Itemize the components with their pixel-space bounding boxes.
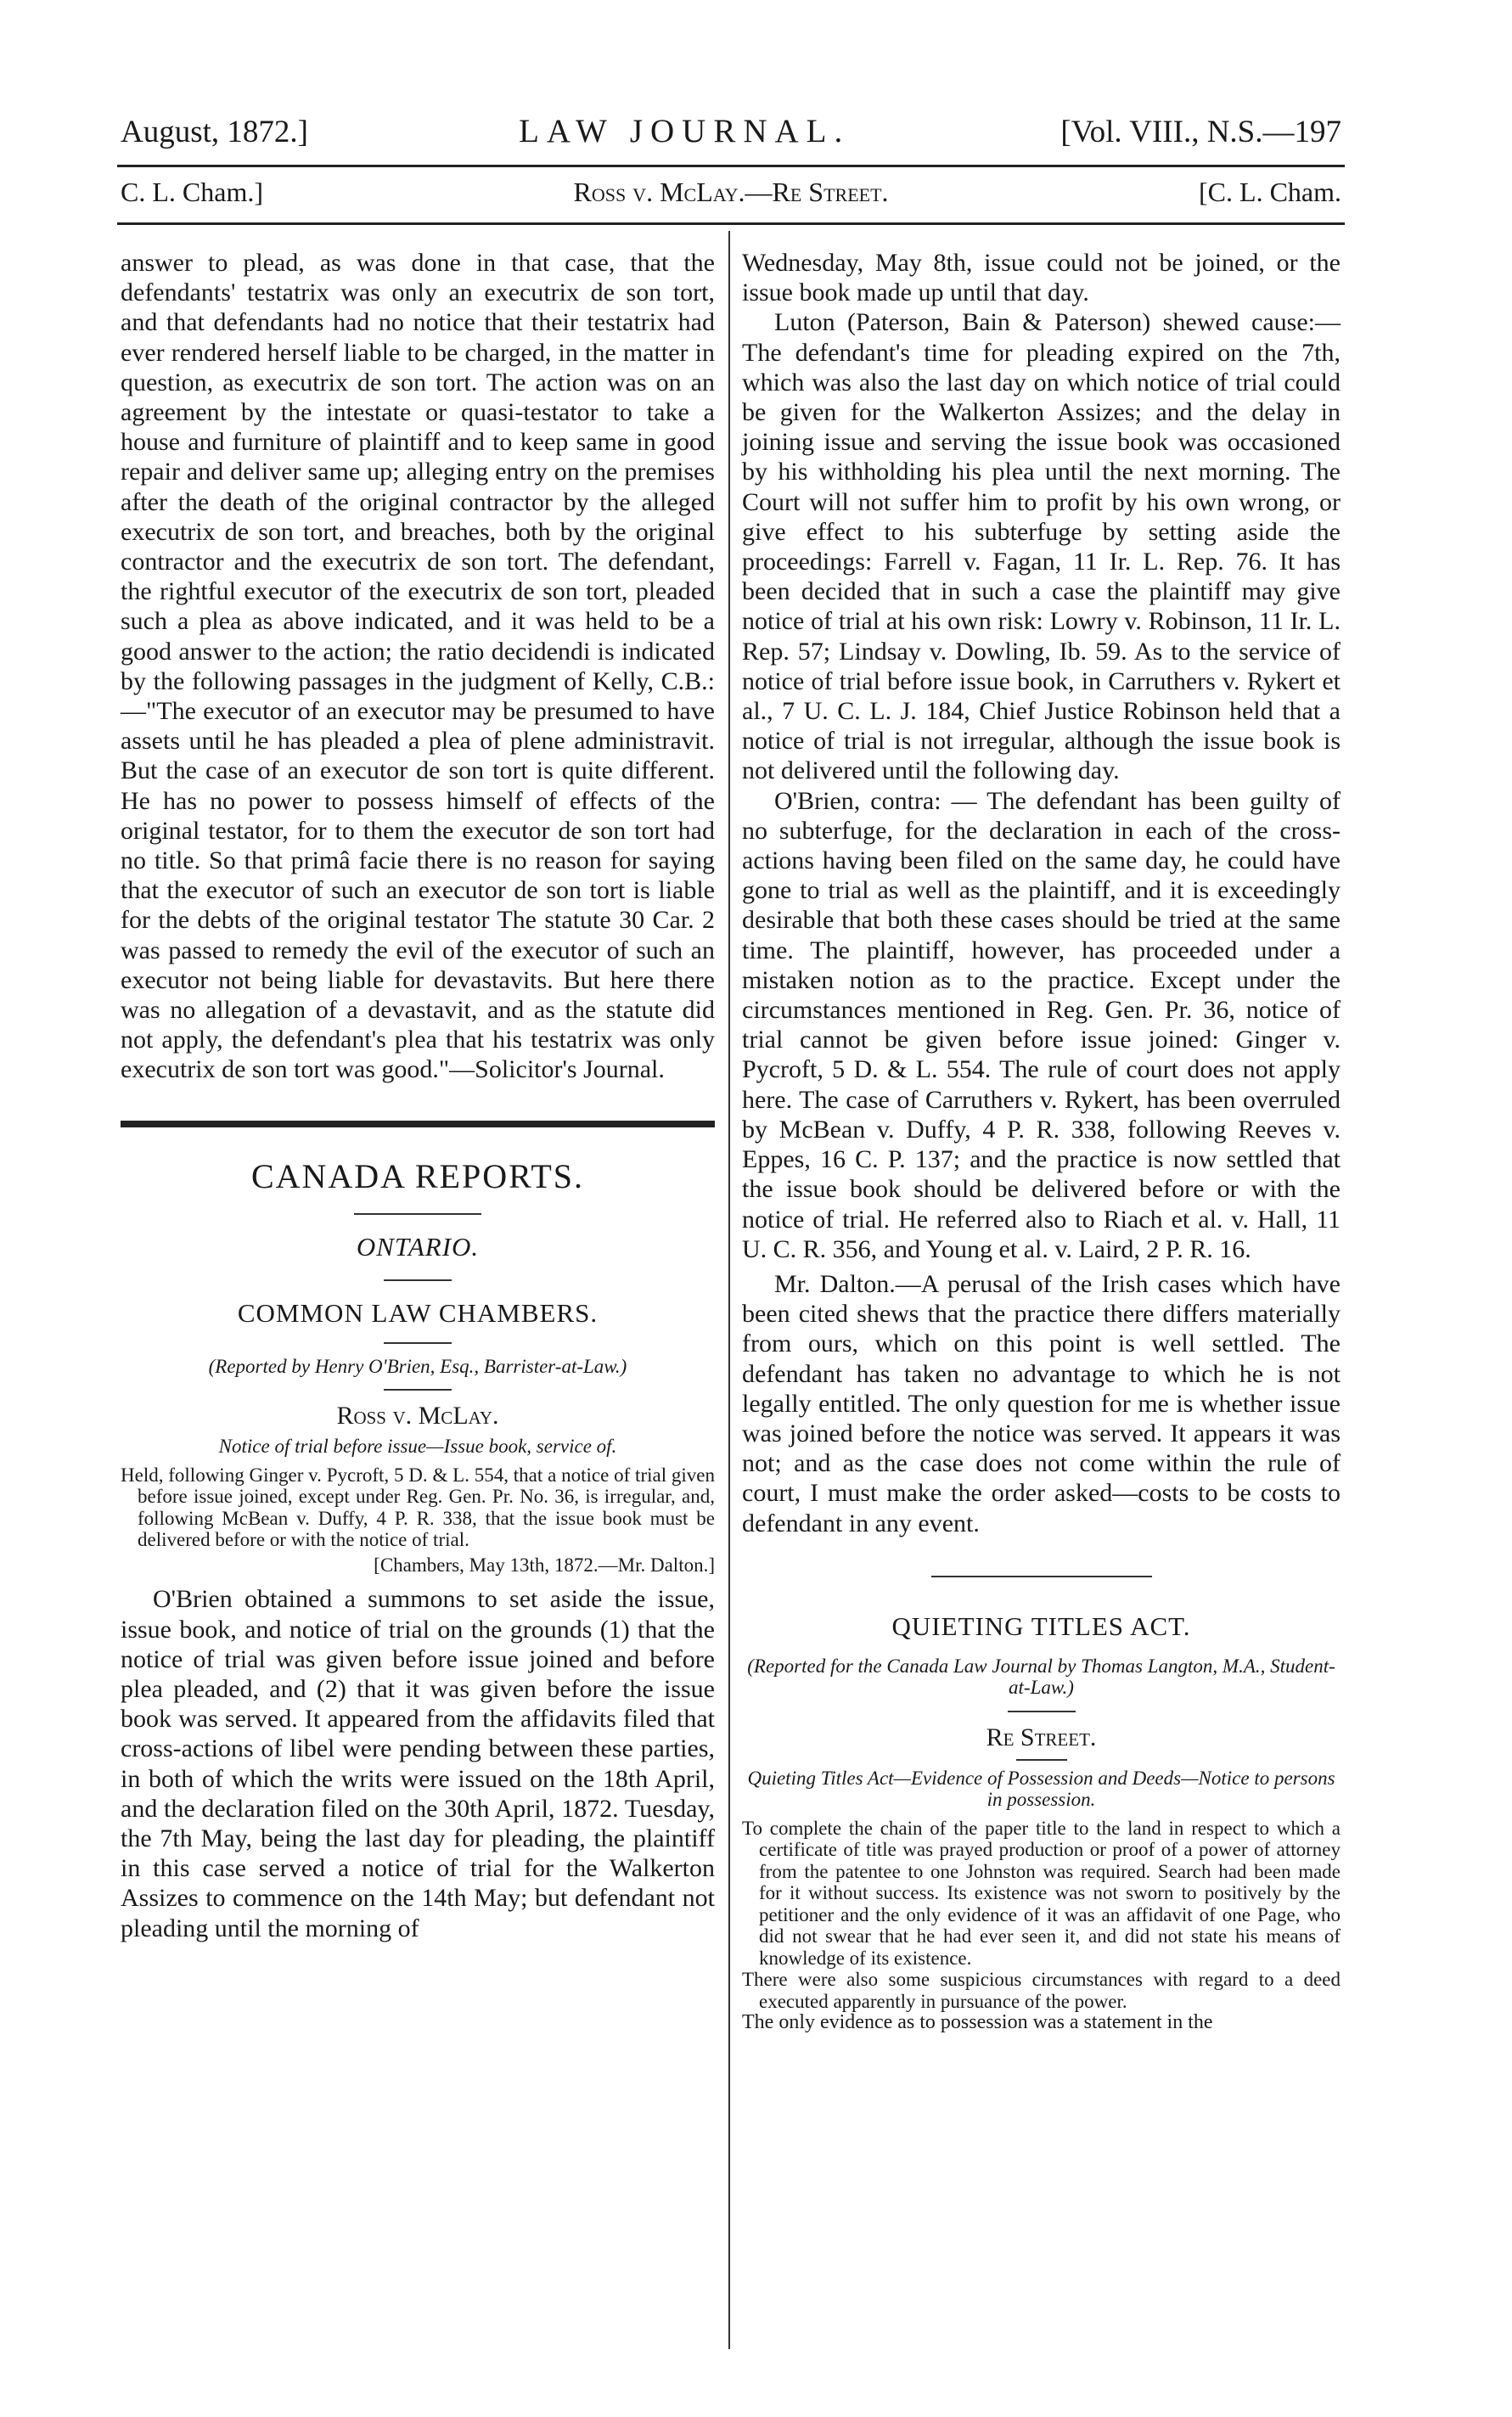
held-possession-evidence: The only evidence as to possession was a statement in the <box>742 2011 1213 2034</box>
right-paragraph-obrien-contra: O'Brien, contra: — The defendant has been guilty of no subterfuge, for the declaration in each of the cross-actions having been filed on the same day, he could have gone to trial as well as the plaintiff, and it is exceedingly desirable that both these cases should be tried at the same time. The plaintiff, however, has proceeded under a mistaken notion as to the practice. Except under the circumstances mentioned in Reg. Gen. Pr. 36, notice of trial cannot be given before issue joined: Ginger v. Pycroft, 5 D. & L. 554. The rule of court does not apply here. The case of Carruthers v. Rykert, has been overruled by McBean v. Duffy, 4 P. R. 338, following Reeves v. Eppes, 16 C. P. 137; and the practice is now settled that the issue book should be delivered before or with the notice of trial. He referred also to Riach et al. v. Hall, 11 U. C. R. 356, and Young et al. v. Laird, 2 P. R. 16. <box>742 786 1341 1263</box>
running-head-volume-page: [Vol. VIII., N.S.—197 <box>1060 115 1341 149</box>
column-divider <box>728 231 730 2349</box>
province-heading: ONTARIO. <box>356 1231 480 1262</box>
right-paragraph-mr-dalton-judgment: Mr. Dalton.—A perusal of the Irish cases which have been cited shews that the practice there differs materially from ours, which on this point is well settled. The defendant has taken no advantage to which he is not legally entitled. The only question for me is whether issue was joined before the notice was served. It appears it was not; and as the case does not come within the rule of court, I must make the order asked—costs to be costs to defendant in any event. <box>742 1269 1341 1537</box>
sub-head <box>121 177 1341 214</box>
running-head-date: August, 1872.] <box>121 115 308 149</box>
sub-head-right: [C. L. Cham. <box>1199 177 1341 207</box>
reporter-note: (Reported by Henry O'Brien, Esq., Barrister-at-Law.) <box>208 1355 627 1377</box>
short-rule <box>931 1576 1152 1577</box>
section-title-canada-reports: CANADA REPORTS. <box>250 1156 585 1195</box>
sub-head-rule <box>117 222 1345 225</box>
running-head-journal-title: LAW JOURNAL. <box>519 113 851 149</box>
short-rule <box>354 1213 481 1215</box>
case-title-re-street: Re Street. <box>986 1723 1097 1751</box>
short-rule <box>1008 1711 1076 1712</box>
left-paragraph-continued: answer to plead, as was done in that case, that the defendants' testatrix was only an executrix de son tort, and that defendants had no notice that their testatrix had ever rendered herself liable to be charged, in the matter in question, as executrix de son tort. The action was on an agreement by the intestate or quasi-testator to take a house and furniture of plaintiff and to keep same in good repair and deliver same up; alleging entry on the premises after the death of the original contractor by the alleged executrix de son tort, and breaches, both by the original contractor and the executrix de son tort. The defendant, the rightful executor of the executrix de son tort, pleaded such a plea as above indicated, and it was held to be a good answer to the action; the ratio decidendi is indicated by the following passages in the judgment of Kelly, C.B.:—"The executor of an executor may be presumed to have assets until he has pleaded a plea of plene administravit. But the case of an executor de son tort is quite different. He has no power to possess himself of effects of the original testator, for to them the executor de son tort had no title. So that primâ facie there is no reason for saying that the executor of such an executor de son tort is liable for the debts of the original testator The statute 30 Car. 2 was passed to remedy the evil of the executor of such an executor not being liable for devastavits. But here there was no allegation of a devastavit, and as the statute did not apply, the defendant's plea that his testatrix was only executrix de son tort was good."—Solicitor's Journal. <box>121 249 715 1084</box>
left-column <box>121 248 715 1943</box>
case-headnote-re-street: Quieting Titles Act—Evidence of Possession and Deeds—Notice to persons in possession. <box>747 1767 1335 1811</box>
held-suspicious-deed: There were also some suspicious circumstances with regard to a deed executed apparently in pursuance of the power. <box>742 1969 1341 2012</box>
sub-head-cases: Ross v. McLay.—Re Street. <box>573 177 889 207</box>
case-headnote: Notice of trial before issue—Issue book, service of. <box>218 1436 617 1458</box>
running-head <box>121 112 1341 155</box>
short-rule <box>1016 1759 1067 1761</box>
sub-head-left: C. L. Cham.] <box>121 177 263 207</box>
case-held: Held, following Ginger v. Pycroft, 5 D. & L. 554, that a notice of trial given before issue joined, except under Reg. Gen. Pr. No. 36, is irregular, and, following McBean v. Duffy, 4 P. R. 338, that the issue book must be delivered before or with the notice of trial. <box>121 1464 715 1551</box>
reporter-note-langton: (Reported for the Canada Law Journal by Thomas Langton, M.A., Student-at-Law.) <box>747 1655 1335 1699</box>
header-rule <box>117 165 1345 167</box>
chambers-date: [Chambers, May 13th, 1872.—Mr. Dalton.] <box>374 1554 715 1576</box>
section-title-quieting-titles-act: QUIETING TITLES ACT. <box>891 1610 1191 1641</box>
right-column <box>742 248 1341 2034</box>
short-rule <box>384 1389 452 1391</box>
right-paragraph-issue-date: Wednesday, May 8th, issue could not be joined, or the issue book made up until that day. <box>742 249 1341 307</box>
short-rule <box>384 1342 452 1344</box>
short-rule <box>384 1279 452 1281</box>
right-paragraph-luton-cause: Luton (Paterson, Bain & Paterson) shewed cause:—The defendant's time for pleading expired on the 7th, which was also the last day on which notice of trial could be given for the Walkerton Assizes; and the delay in joining issue and serving the issue book was occasioned by his withholding his plea until the next morning. The Court will not suffer him to profit by his own wrong, or give effect to his subterfuge by setting aside the proceedings: Farrell v. Fagan, 11 Ir. L. Rep. 76. It has been decided that in such a case the plaintiff may give notice of trial at his own risk: Lowry v. Robinson, 11 Ir. L. Rep. 57; Lindsay v. Dowling, Ib. 59. As to the service of notice of trial before issue book, in Carruthers v. Rykert et al., 7 U. C. L. J. 184, Chief Justice Robinson held that a notice of trial is not irregular, although the issue book is not delivered until the following day. <box>742 308 1341 785</box>
held-power-of-attorney: To complete the chain of the paper title to the land in respect to which a certificate of title was prayed production or proof of a power of attorney from the patentee to one Johnston was required. Search had been made for it without success. Its existence was not sworn to positively by the petitioner and the only evidence of it was an affidavit of one Page, who did not swear that he had ever seen it, and did not state his means of knowledge of its existence. <box>742 1817 1341 1969</box>
court-heading: COMMON LAW CHAMBERS. <box>237 1297 599 1328</box>
case-title-ross-v-mclay: Ross v. McLay. <box>336 1402 499 1431</box>
section-rule <box>121 1121 715 1127</box>
left-paragraph-obrien-summons: O'Brien obtained a summons to set aside the issue, issue book, and notice of trial on the grounds (1) that the notice of trial was given before issue joined and before plea pleaded, and (2) that it was given before the issue book was served. It appeared from the affidavits filed that cross-actions of libel were pending between these parties, in both of which the writs were issued on the 18th April, and the declaration filed on the 30th April, 1872. Tuesday, the 7th May, being the last day for pleading, the plaintiff in this case served a notice of trial for the Walkerton Assizes to commence on the 14th May; but defendant not pleading until the morning of <box>121 1585 715 1942</box>
